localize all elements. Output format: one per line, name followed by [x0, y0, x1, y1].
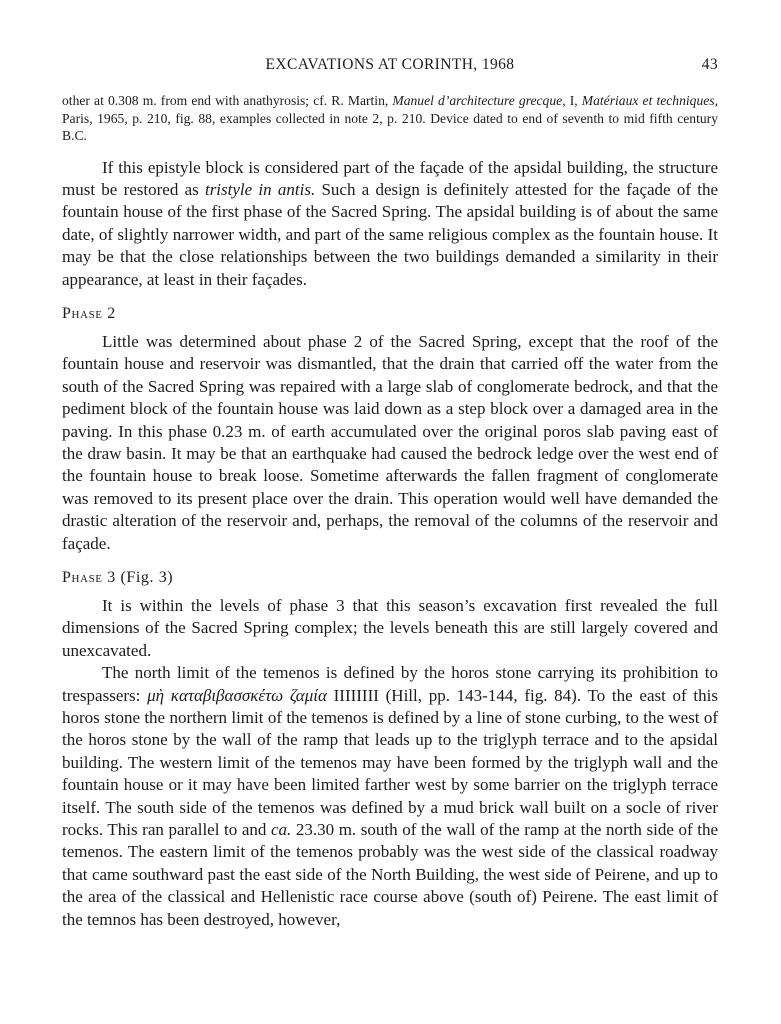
italic-abbreviation: ca. — [270, 820, 292, 840]
page-number: 43 — [701, 56, 718, 73]
footnote-text: other at 0.308 m. from end with anathyrosis; cf. R. Martin, — [62, 93, 393, 108]
running-header — [62, 56, 718, 78]
paragraph-text: The north limit of the temenos is defined by the horos stone carrying its prohibition to trespassers: — [62, 663, 718, 705]
paragraph-phase-3-intro: It is within the levels of phase 3 that this season’s excavation first revealed the full dimensions of the Sacred Spring complex; the levels beneath this are still largely covered and unexcavated. — [62, 596, 718, 660]
italic-term: tristyle in antis. — [204, 179, 316, 199]
paragraph-text: IIIIIIII (Hill, pp. 143-144, fig. 84). To the east of this horos stone the northern limit of the temenos is defined by a line of stone curbing, to the west of the horos stone by the wall of the ramp that leads up to the triglyph terrace and to the apsidal building. The western limit of the temenos may have been formed by the triglyph wall and the fountain house or it may have been limited farther west by some barrier on the triglyph terrace itself. The south side of the temenos was defined by a mud brick wall built on a socle of river rocks. This ran parallel to and — [62, 685, 718, 840]
footnote-era: B.C. — [62, 128, 87, 143]
paragraph-text: Such a design is definitely attested for the façade of the fountain house of the first phase of the Sacred Spring. The apsidal building is of about the same date, of slightly narrower width, and part of the same religious complex as the fountain house. It may be that the close relationships between the two buildings demanded a similarity in their appearance, at least in their façades. — [62, 179, 718, 289]
paragraph-temenos-limits — [62, 662, 718, 931]
figure-reference: (Fig. 3) — [120, 569, 174, 586]
paragraph-text: If this epistyle block is considered part of the façade of the apsidal building, the structure must be restored as — [62, 157, 718, 199]
footnote-book-subtitle: Matériaux et techniques, — [581, 93, 718, 108]
phase-3-heading — [62, 569, 718, 587]
footnote-continuation — [62, 92, 718, 145]
footnote-book-title: Manuel d’architecture grecque — [392, 93, 563, 108]
greek-inscription: μὴ καταβιβασσκέτω ζαμία — [147, 685, 327, 705]
phase-2-heading: Phase 2 — [62, 304, 116, 322]
footnote-text: , I, — [562, 93, 582, 108]
paragraph-phase-2: Little was determined about phase 2 of the Sacred Spring, except that the roof of the fountain house and reservoir was dismantled, that the drain that carried off the water from the south of the Sacred Spring was repaired with a large slab of conglomerate bedrock, and that the pediment block of the fountain house was laid down as a step block over a damaged area in the paving. In this phase 0.23 m. of earth accumulated over the original poros slab paving east of the draw basin. It may be that an earthquake had caused the bedrock ledge over the west end of the fountain house to break loose. Sometime afterwards the fallen fragment of conglomerate was removed to its present place over the drain. This operation would well have demanded the drastic alteration of the reservoir and, perhaps, the removal of the columns of the reservoir and façade. — [62, 331, 718, 553]
paragraph-epistyle — [62, 157, 718, 291]
page-body — [62, 92, 718, 931]
paragraph-text: 23.30 m. south of the wall of the ramp at the north side of the temenos. The eastern limit of the temenos probably was the west side of the classical roadway that came southward past the east side of the North Building, the west side of Peirene, and up to the area of the classical and Hellenistic race course above (south of) Peirene. The east limit of the temnos has been destroyed, however, — [62, 820, 718, 929]
phase-3-title: Phase 3 — [62, 569, 116, 586]
running-title: EXCAVATIONS AT CORINTH, 1968 — [265, 56, 515, 73]
footnote-text: Paris, 1965, p. 210, fig. 88, examples collected in note 2, p. 210. Device dated to end of seventh to mid fifth century — [62, 110, 718, 126]
